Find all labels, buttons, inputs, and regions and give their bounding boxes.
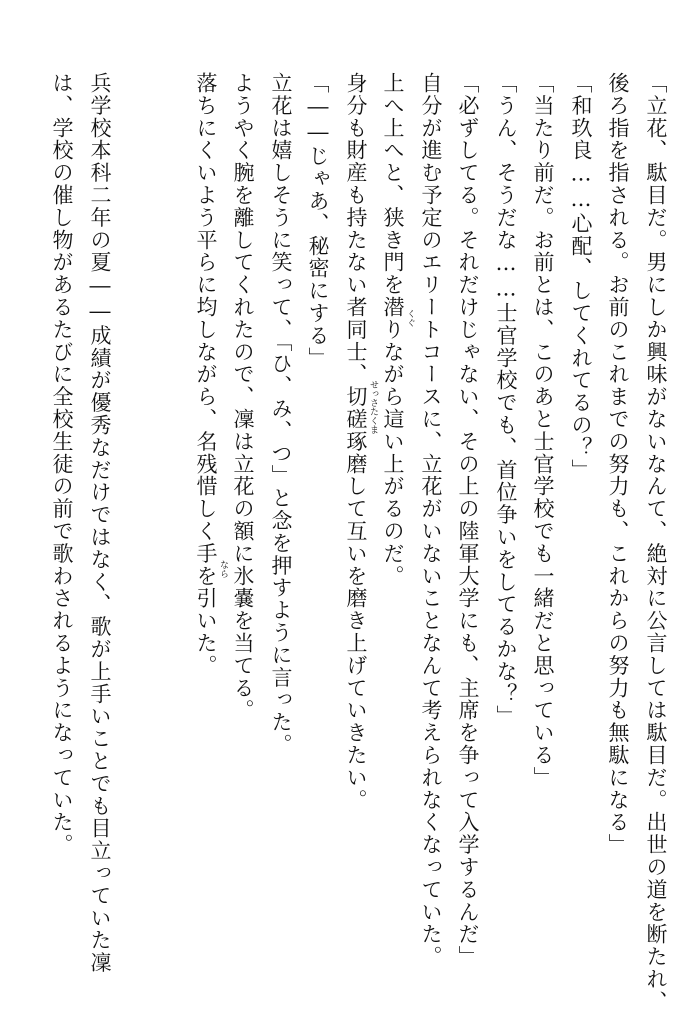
text-line-16: は、学校の催し物があるたびに全校生徒の前で歌わされるようになっていた。: [50, 72, 74, 856]
text-line-7: 自分が進む予定のエリートコースに、立花がいないことなんて考えられなくなっていた。: [419, 72, 443, 968]
text-line-10: 「――じゃあ、秘密にする」: [306, 72, 330, 370]
text-line-15: 兵学校本科二年の夏――成績が優秀なだけではなく、歌が上手いことでも目立っていた凜: [88, 72, 112, 974]
text-line-6: 「必ずしてる。それだけじゃない、その上の陸軍大学にも、主席を争って入学するんだ」: [456, 72, 480, 968]
text-line-8: 上へ上へと、狭き門を潜りながら這い上がるのだ。: [381, 72, 405, 588]
text-line-13: 落ちにくいよう平らに均しながら、名残惜しく手を引いた。: [194, 72, 218, 677]
ruby-nara: なら: [218, 560, 228, 578]
text-line-2: 後ろ指を指される。お前のこれまでの努力も、これからの努力も無駄になる」: [606, 72, 630, 856]
text-line-11: 立花は嬉しそうに笑って、「ひ、み、つ」と念を押すように言った。: [269, 72, 293, 756]
ruby-sessatakuma: せっさたくま: [368, 380, 378, 434]
text-line-12: ようやく腕を離してくれたので、凜は立花の額に氷嚢を当てる。: [231, 72, 255, 722]
text-line-5: 「うん、そうだな……士官学校でも、首位争いをしてるかな？」: [494, 72, 518, 728]
text-line-1: 「立花、駄目だ。男にしか興味がないなんて、絶対に公言しては駄目だ。出世の道を断たれ、: [644, 72, 668, 1013]
ruby-kuguri: くぐ: [405, 309, 415, 327]
text-line-4: 「当たり前だ。お前とは、このあと士官学校でも一緒だと思っている」: [531, 72, 555, 789]
text-line-3: 「和玖良……心配、してくれてるの？」: [569, 72, 593, 482]
text-line-9: 身分も財産も持たない者同士、切磋琢磨して互いを磨き上げていきたい。: [344, 72, 368, 812]
